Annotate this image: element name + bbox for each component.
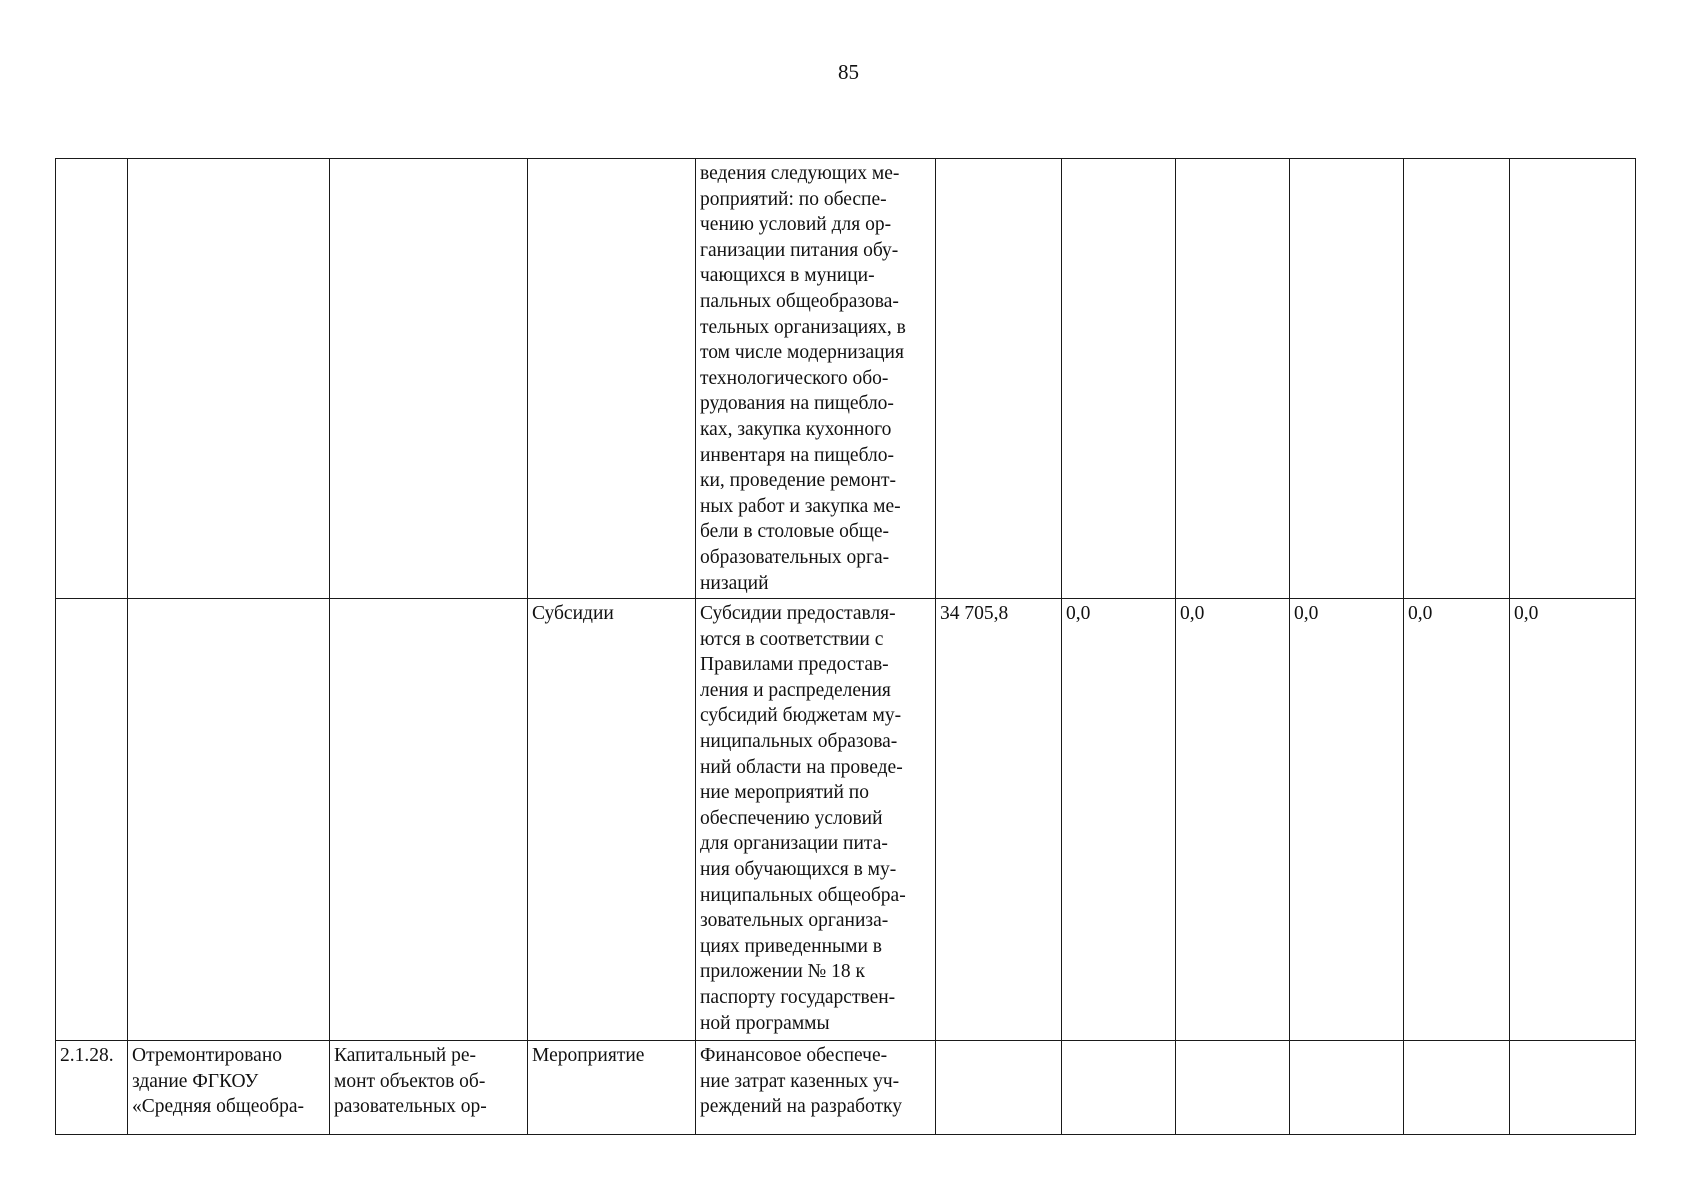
cell-type [528,159,696,599]
cell-event-line: разовательных ор- [334,1096,487,1118]
cell-description [696,159,936,599]
cell-type: Субсидии [528,599,696,1041]
cell-description-line: Правилами предостав- [700,654,889,676]
page-number: 85 [838,60,859,84]
cell-description-line: ных работ и закупка ме- [700,495,901,517]
cell-event-line: монт объектов об- [334,1070,486,1092]
cell-event [330,159,528,599]
cell-description-line: низаций [700,572,769,594]
cell-description-line: Субсидии предоставля- [700,603,896,625]
cell-description-line: паспорту государствен- [700,987,896,1008]
cell-description-line: ниципальных общеобра- [700,884,906,906]
cell-description-line: ки, проведение ремонт- [700,470,897,492]
cell-event [330,599,528,1041]
cell-description-line: тельных организациях, в [700,316,906,338]
program-table [55,158,1636,1135]
cell-amount [1290,159,1404,599]
cell-description-line: субсидий бюджетам му- [700,705,902,727]
cell-result [128,1041,330,1135]
cell-description-line: ний области на проведе- [700,756,903,778]
cell-amount [1176,159,1290,599]
table-body [56,159,1636,1135]
cell-amount [936,1041,1062,1135]
cell-description-line: ления и распределения [700,679,891,701]
cell-amount [1176,1041,1290,1135]
table-row [56,599,1636,1041]
cell-description-line: инвентаря на пищебло- [700,444,894,466]
cell-description-line: пальных общеобразова- [700,290,899,312]
cell-description-line: образовательных орга- [700,546,890,568]
cell-description [696,599,936,1041]
cell-amount [1062,159,1176,599]
cell-description-line: ках, закупка кухонного [700,418,892,440]
cell-description-line: ганизации питания обу- [700,239,899,261]
cell-description [696,1041,936,1135]
cell-amount [1062,1041,1176,1135]
cell-number [56,599,128,1041]
cell-description-line: технологического обо- [700,367,889,389]
table-row [56,159,1636,599]
cell-description-line: ной программы [700,1012,830,1034]
cell-description-line: ниципальных образова- [700,731,898,753]
cell-description-line: ются в соответствии с [700,628,884,650]
cell-description-line: чению условий для ор- [700,214,892,236]
cell-amount [936,159,1062,599]
cell-description-line: ведения следующих ме- [700,163,900,184]
cell-event-line: Капитальный ре- [334,1045,476,1067]
cell-result-line: Отремонтировано [132,1045,283,1067]
cell-description-line: чающихся в муници- [700,265,875,287]
cell-description-line: роприятий: по обеспе- [700,188,887,210]
cell-description-line: для организации пита- [700,833,888,855]
cell-amount [1510,159,1636,599]
cell-description-line: том числе модернизация [700,342,904,364]
cell-amount: 0,0 [1290,599,1404,1041]
cell-description-line: ния обучающихся в му- [700,859,897,881]
cell-description-line: Финансовое обеспече- [700,1045,888,1067]
cell-description-line: приложении № 18 к [700,961,865,983]
cell-amount [1404,159,1510,599]
table-row [56,1041,1636,1135]
cell-description-line: рудования на пищебло- [700,393,894,415]
cell-result-line: «Средняя общеобра- [132,1096,304,1118]
cell-description-line: обеспечению условий [700,807,883,829]
cell-description-line: бели в столовые обще- [700,521,890,543]
cell-number [56,159,128,599]
cell-description-line: реждений на разработку [700,1096,902,1118]
cell-description-line: ние мероприятий по [700,782,869,804]
cell-amount: 0,0 [1510,599,1636,1041]
cell-amount: 0,0 [1404,599,1510,1041]
cell-result-line: здание ФГКОУ [132,1070,259,1092]
cell-amount: 0,0 [1176,599,1290,1041]
cell-amount: 0,0 [1062,599,1176,1041]
cell-description-line: ние затрат казенных уч- [700,1070,900,1092]
cell-result [128,599,330,1041]
cell-description-line: зовательных организа- [700,910,889,932]
cell-description-line: циях приведенными в [700,935,882,957]
cell-amount [1510,1041,1636,1135]
cell-amount [1290,1041,1404,1135]
cell-amount: 34 705,8 [936,599,1062,1041]
cell-number: 2.1.28. [56,1041,128,1135]
cell-event [330,1041,528,1135]
cell-type: Мероприятие [528,1041,696,1135]
cell-amount [1404,1041,1510,1135]
cell-result [128,159,330,599]
